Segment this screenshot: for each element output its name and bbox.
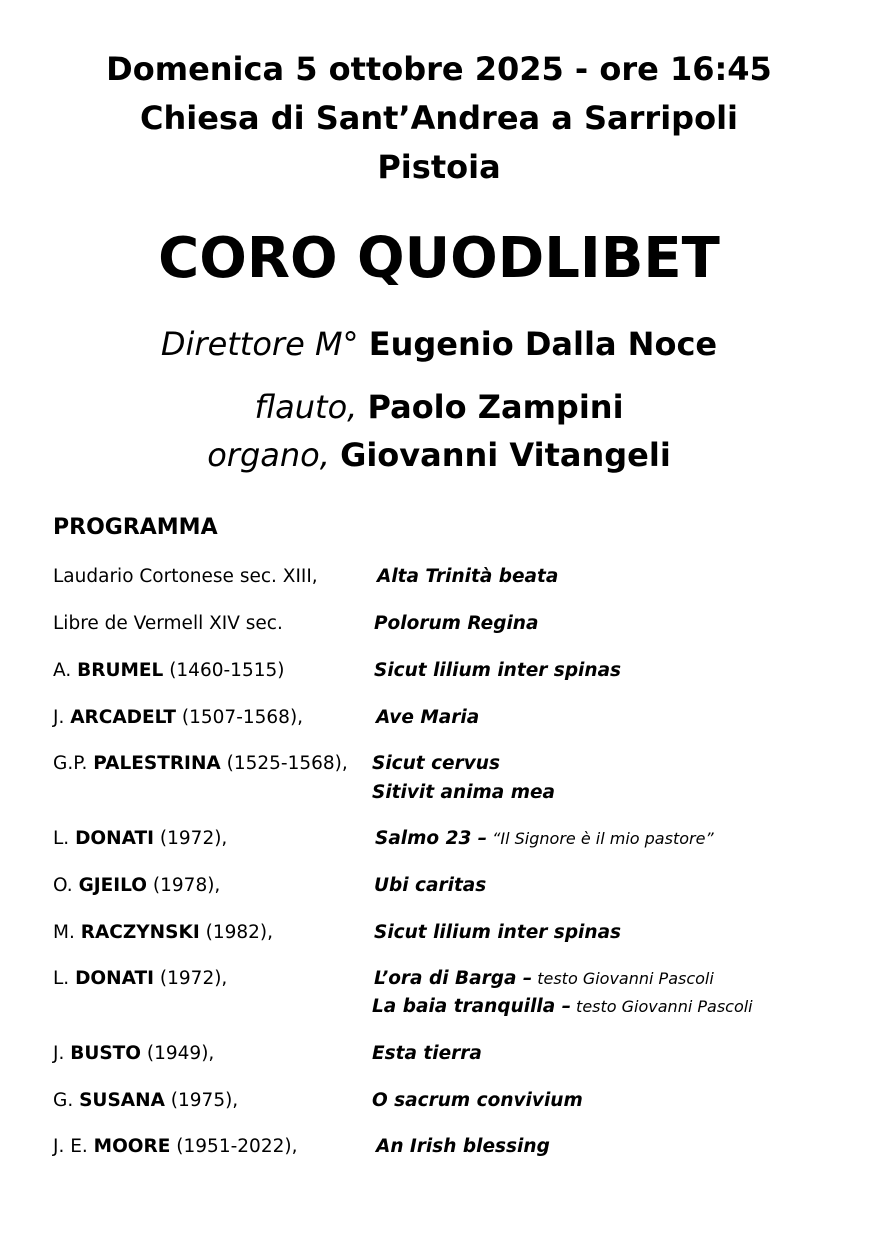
work-title: Alta Trinità beata [377,566,559,587]
composer: L. DONATI (1972), [53,828,228,849]
work-title: Ave Maria [376,707,480,728]
work-title: O sacrum convivium [372,1090,583,1111]
composer: Libre de Vermell XIV sec. [53,613,283,634]
composer: J. ARCADELT (1507-1568), [53,707,304,728]
work-title: Ubi caritas [374,875,487,896]
work-title: Sicut cervus [372,753,500,774]
work-title: Polorum Regina [374,613,539,634]
composer: J. BUSTO (1949), [53,1043,215,1064]
work-title: Salmo 23 – “Il Signore è il mio pastore” [375,828,714,849]
venue-church: Chiesa di Sant’Andrea a Sarripoli [139,99,738,137]
composer: A. BRUMEL (1460-1515) [53,660,285,681]
work-title: Esta tierra [372,1043,482,1064]
program-heading: PROGRAMMA [53,515,218,540]
work-title: L’ora di Barga – testo Giovanni Pascoli [374,968,714,989]
flute-name: Paolo Zampini [367,388,624,426]
composer: G.P. PALESTRINA (1525-1568), [53,753,348,774]
work-title: Sicut lilium inter spinas [374,922,622,943]
composer: Laudario Cortonese sec. XIII, [53,566,318,587]
composer: M. RACZYNSKI (1982), [53,922,273,943]
composer: G. SUSANA (1975), [53,1090,239,1111]
flute-role: flauto, [254,388,358,426]
work-note: testo Giovanni Pascoli [570,997,753,1016]
composer: O. GJEILO (1978), [53,875,221,896]
work-title: La baia tranquilla – testo Giovanni Pascoli [372,996,753,1017]
choir-title: CORO QUODLIBET [158,226,720,291]
director-name: Eugenio Dalla Noce [368,325,718,363]
organ-name: Giovanni Vitangeli [340,436,671,474]
work-title: Sitivit anima mea [372,782,556,803]
director-credit [0,325,878,363]
work-title: Sicut lilium inter spinas [374,660,622,681]
organ-credit [0,436,878,474]
organ-role: organo, [207,436,330,474]
work-title: An Irish blessing [376,1136,550,1157]
flute-credit [0,388,878,426]
work-note: testo Giovanni Pascoli [532,969,714,988]
composer: J. E. MOORE (1951-2022), [53,1136,298,1157]
composer: L. DONATI (1972), [53,968,228,989]
event-date-time: Domenica 5 ottobre 2025 - ore 16:45 [106,50,772,88]
venue-city: Pistoia [377,148,501,186]
work-note: “Il Signore è il mio pastore” [487,829,714,848]
director-role: Direttore M° [160,325,359,363]
